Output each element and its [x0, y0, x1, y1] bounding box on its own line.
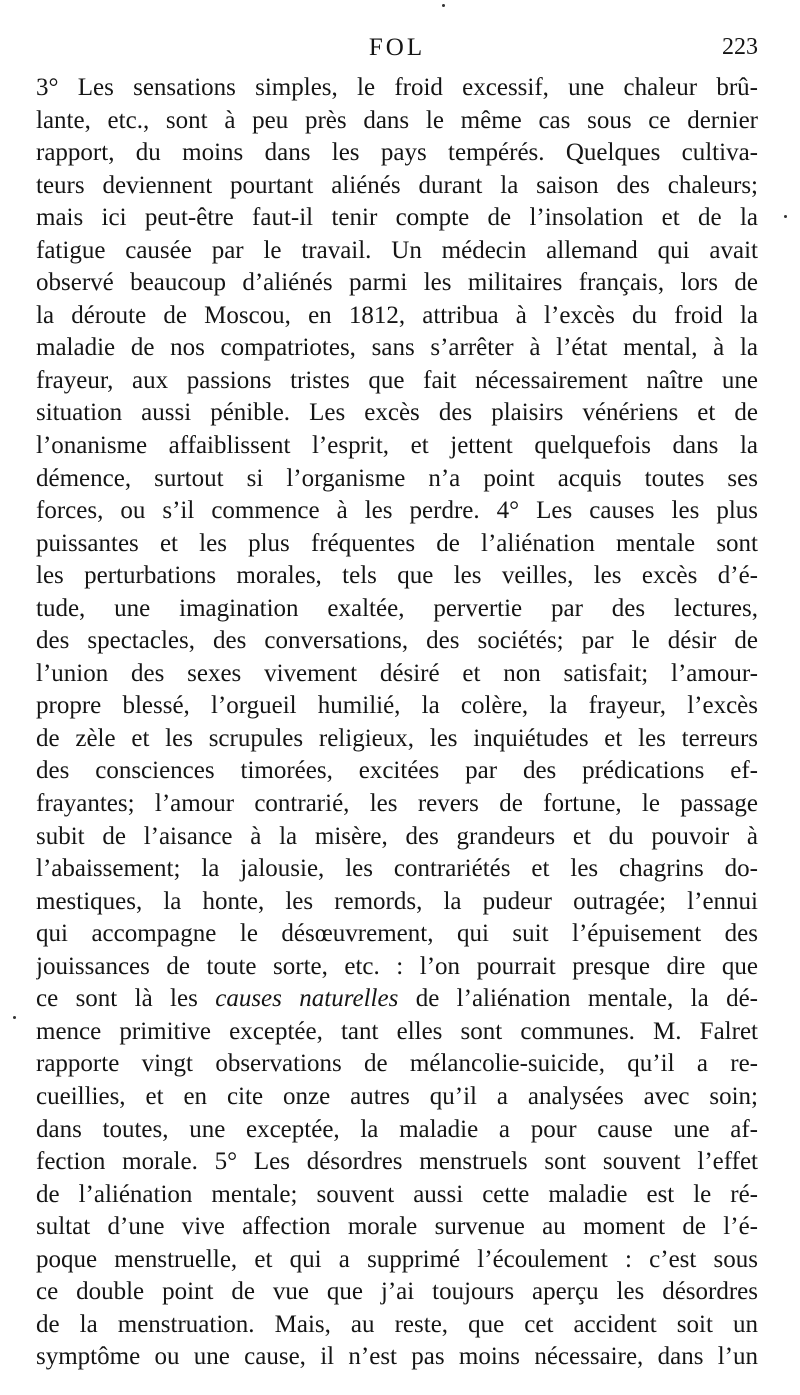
text-line: frayantes; l’amour contrarié, les revers de fortune, le passage [36, 790, 758, 818]
print-speck [784, 215, 787, 218]
text-line: 3° Les sensations simples, le froid excessif, une chaleur brû- [36, 74, 758, 101]
text-line: la déroute de Moscou, en 1812, attribua à l’excès du froid la [36, 301, 758, 329]
text-line: de zèle et les scrupules religieux, les inquiétudes et les terreurs [36, 724, 758, 752]
text-line: observé beaucoup d’aliénés parmi les militaires français, lors de [36, 269, 758, 297]
text-line: ce double point de vue que j’ai toujours aperçu les désordres [36, 1278, 758, 1306]
text-line: teurs deviennent pourtant aliénés durant la saison des chaleurs; [36, 171, 758, 199]
text-line: des spectacles, des conversations, des sociétés; par le désir de [36, 627, 758, 655]
running-head: FOL [368, 34, 426, 61]
text-line: l’abaissement; la jalousie, les contrariétés et les chagrins do- [36, 855, 758, 883]
print-speck [13, 1016, 16, 1019]
text-line: l’onanisme affaiblissent l’esprit, et jettent quelquefois dans la [36, 432, 758, 460]
text-line: poque menstruelle, et qui a supprimé l’écoulement : c’est sous [36, 1245, 758, 1273]
print-speck [442, 4, 445, 7]
text-line: jouissances de toute sorte, etc. : l’on pourrait presque dire que [36, 952, 758, 980]
text-line: frayeur, aux passions tristes que fait nécessairement naître une [36, 366, 758, 394]
body-text [36, 72, 758, 1374]
text-line: de l’aliénation mentale; souvent aussi cette maladie est le ré- [36, 1180, 758, 1208]
text-line: sultat d’une vive affection morale survenue au moment de l’é- [36, 1213, 758, 1241]
text-line: rapport, du moins dans les pays tempérés. Quelques cultiva- [36, 139, 758, 167]
text-line: qui accompagne le désœuvrement, qui suit l’épuisement des [36, 920, 758, 948]
text-line: fection morale. 5° Les désordres menstruels sont souvent l’effet [36, 1148, 758, 1176]
text-line: puissantes et les plus fréquentes de l’aliénation mentale sont [36, 529, 758, 557]
text-line: forces, ou s’il commence à les perdre. 4° Les causes les plus [36, 497, 758, 525]
text-line: mence primitive exceptée, tant elles sont communes. M. Falret [36, 1017, 758, 1045]
text-line: de la menstruation. Mais, au reste, que cet accident soit un [36, 1310, 758, 1338]
text-line: symptôme ou une cause, il n’est pas moins nécessaire, dans l’un [36, 1343, 758, 1371]
page-header [36, 34, 758, 68]
text-line: mais ici peut-être faut-il tenir compte de l’insolation et de la [36, 204, 758, 232]
text-line: mestiques, la honte, les remords, la pudeur outragée; l’ennui [36, 887, 758, 915]
text-line: maladie de nos compatriotes, sans s’arrêter à l’état mental, à la [36, 334, 758, 362]
text-line: lante, etc., sont à peu près dans le même cas sous ce dernier [36, 106, 758, 134]
text-line: situation aussi pénible. Les excès des plaisirs vénériens et de [36, 399, 758, 427]
text-line: propre blessé, l’orgueil humilié, la colère, la frayeur, l’excès [36, 692, 758, 720]
text-line: des consciences timorées, excitées par des prédications ef- [36, 757, 758, 785]
text-line: cueillies, et en cite onze autres qu’il a analysées avec soin; [36, 1082, 758, 1110]
text-line: subit de l’aisance à la misère, des grandeurs et du pouvoir à [36, 822, 758, 850]
text-line: l’union des sexes vivement désiré et non satisfait; l’amour- [36, 659, 758, 687]
text-line: tude, une imagination exaltée, pervertie par des lectures, [36, 594, 758, 622]
text-line: dans toutes, une exceptée, la maladie a pour cause une af- [36, 1115, 758, 1143]
text-line: les perturbations morales, tels que les veilles, les excès d’é- [36, 562, 758, 590]
page-number: 223 [722, 34, 758, 60]
text-line: fatigue causée par le travail. Un médecin allemand qui avait [36, 236, 758, 264]
text-line: rapporte vingt observations de mélancolie-suicide, qu’il a re- [36, 1050, 758, 1078]
text-line: ce sont là les causes naturelles de l’aliénation mentale, la dé- [36, 985, 758, 1013]
italic-phrase: causes naturelles [215, 985, 399, 1013]
text-line: démence, surtout si l’organisme n’a point acquis toutes ses [36, 464, 758, 492]
